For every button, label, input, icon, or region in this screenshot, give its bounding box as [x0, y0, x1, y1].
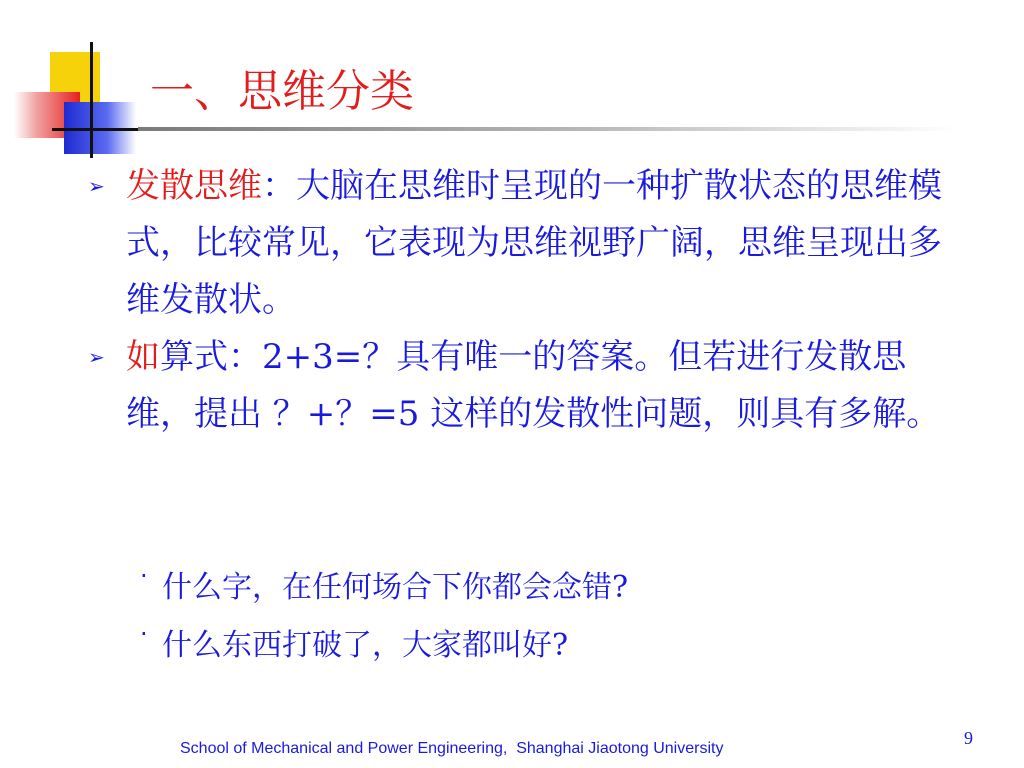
dot-bullet-icon: · — [140, 562, 148, 590]
arrow-bullet-icon: ➢ — [88, 174, 105, 198]
slide-title: 一、思维分类 — [150, 66, 414, 117]
bullet-text: 算式：2+3=？具有唯一的答案。但若进行发散思维，提出 ？+？=5 这样的发散性问题，则具有多解。 — [126, 337, 941, 434]
bullet-lead: 如 — [126, 337, 160, 377]
sub-bullet-2 — [140, 620, 568, 664]
page-number: 9 — [964, 728, 973, 748]
arrow-bullet-icon: ➢ — [88, 345, 105, 369]
sub-bullet-1 — [140, 562, 628, 606]
bullet-text: ：大脑在思维时呈现的一种扩散状态的思维模式，比较常见，它表现为思维视野广阔，思维呈现出多维发散状。 — [126, 166, 942, 320]
bullet-list — [88, 158, 958, 443]
bullet-example — [88, 329, 958, 443]
vertical-line — [90, 42, 93, 158]
sub-bullet-text: 什么字，在任何场合下你都会念错? — [162, 570, 629, 605]
bullet-divergent-thinking — [88, 158, 958, 329]
sub-bullet-text: 什么东西打破了，大家都叫好? — [162, 628, 569, 663]
decorative-logo — [0, 0, 160, 170]
footer-text: School of Mechanical and Power Engineering, Shanghai Jiaotong University — [180, 740, 724, 757]
bullet-lead: 发散思维 — [126, 166, 262, 206]
horizontal-line — [52, 128, 142, 131]
dot-bullet-icon: · — [140, 620, 148, 648]
title-underline — [138, 127, 958, 131]
